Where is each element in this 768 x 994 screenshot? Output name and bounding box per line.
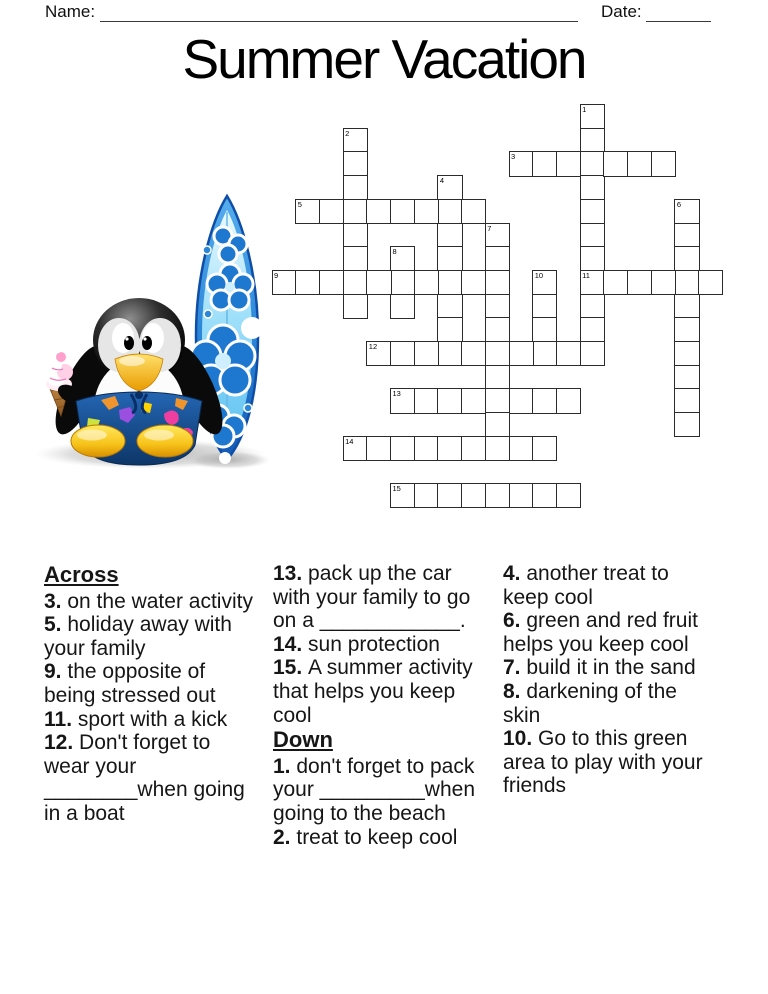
grid-cell[interactable]	[674, 365, 699, 390]
grid-cell[interactable]	[580, 151, 605, 176]
clue-3: 3. on the water activity	[44, 589, 253, 613]
clue-number: 1.	[273, 754, 297, 778]
grid-cell-number: 5	[297, 199, 302, 209]
grid-cell-number: 1	[582, 105, 587, 114]
grid-cell[interactable]	[461, 341, 486, 366]
grid-cell[interactable]	[627, 151, 652, 176]
grid-cell[interactable]	[319, 199, 344, 224]
clue-12: 12. Don't forget to wear your ________when going in a boat	[44, 731, 245, 825]
clue-14: 14. sun protection	[273, 632, 440, 656]
grid-cell-number: 9	[274, 270, 279, 280]
grid-cell[interactable]	[461, 388, 486, 413]
clue-number: 12.	[44, 731, 80, 755]
grid-cell[interactable]	[556, 483, 581, 508]
clue-number: 15.	[273, 656, 309, 680]
grid-cell[interactable]	[414, 483, 439, 508]
grid-cell[interactable]	[390, 270, 415, 295]
grid-cell[interactable]	[674, 412, 699, 437]
grid-cell[interactable]	[437, 175, 462, 200]
grid-cell[interactable]	[390, 199, 415, 224]
grid-cell[interactable]	[485, 270, 510, 295]
grid-cell[interactable]	[580, 175, 605, 200]
grid-cell[interactable]	[651, 270, 676, 295]
grid-cell-number: 14	[345, 436, 354, 446]
grid-cell[interactable]	[580, 341, 605, 366]
grid-cell[interactable]	[319, 270, 344, 295]
grid-cell-number: 7	[487, 223, 492, 233]
date-label: Date:	[601, 2, 642, 21]
grid-cell[interactable]	[414, 199, 439, 224]
grid-cell[interactable]	[627, 270, 652, 295]
grid-cell[interactable]	[580, 317, 605, 342]
grid-cell[interactable]	[485, 483, 510, 508]
grid-cell[interactable]	[532, 436, 557, 461]
clue-number: 4.	[503, 562, 527, 585]
grid-cell-number: 6	[676, 199, 682, 209]
grid-cell[interactable]	[580, 246, 605, 271]
grid-cell[interactable]	[485, 436, 510, 461]
grid-cell[interactable]	[437, 483, 462, 508]
grid-cell-number: 3	[511, 152, 516, 162]
grid-cell[interactable]	[366, 436, 391, 461]
clue-8: 8. darkening of the skin	[503, 679, 677, 727]
clues-heading-across: Across	[44, 562, 119, 587]
grid-cell-number: 11	[582, 270, 590, 280]
grid-cell[interactable]	[390, 483, 415, 508]
grid-cell-number: 15	[392, 484, 401, 494]
grid-cell-number: 2	[345, 128, 350, 138]
grid-cell[interactable]	[437, 270, 462, 295]
grid-cell[interactable]	[390, 388, 415, 413]
grid-cell[interactable]	[509, 151, 534, 176]
grid-cell[interactable]	[461, 270, 486, 295]
grid-cell[interactable]	[343, 199, 368, 224]
grid-cell[interactable]	[509, 341, 534, 366]
grid-cell-number: 13	[392, 389, 401, 399]
grid-cell[interactable]	[532, 341, 557, 366]
clue-6: 6. green and red fruit helps you keep cool	[503, 609, 698, 656]
grid-cell-number: 12	[368, 342, 378, 351]
grid-cell[interactable]	[509, 388, 534, 413]
clue-number: 9.	[44, 660, 68, 684]
grid-cell[interactable]	[390, 436, 415, 461]
grid-cell[interactable]	[343, 175, 368, 200]
grid-cell[interactable]	[674, 317, 699, 342]
clues-column-2	[273, 562, 479, 849]
grid-cell[interactable]	[437, 317, 462, 342]
grid-cell[interactable]	[343, 270, 368, 295]
clue-4: 4. another treat to keep cool	[503, 562, 669, 609]
grid-cell[interactable]	[674, 270, 699, 295]
clue-2: 2. treat to keep cool	[273, 825, 458, 849]
grid-cell[interactable]	[532, 294, 557, 319]
clue-15: 15. A summer activity that helps you keep cool	[273, 656, 473, 727]
grid-cell[interactable]	[366, 341, 391, 366]
grid-cell[interactable]	[414, 388, 439, 413]
grid-cell[interactable]	[437, 223, 462, 248]
grid-cell[interactable]	[343, 436, 368, 461]
grid-cell[interactable]	[674, 388, 699, 413]
grid-cell[interactable]	[532, 151, 557, 176]
grid-cell[interactable]	[343, 128, 368, 153]
grid-cell[interactable]	[674, 223, 699, 248]
page-title: Summer Vacation	[182, 28, 586, 90]
clue-number: 2.	[273, 825, 297, 849]
grid-cell-number: 4	[439, 176, 445, 186]
grid-cell[interactable]	[556, 151, 581, 176]
grid-cell[interactable]	[390, 341, 415, 366]
grid-cell[interactable]	[437, 388, 462, 413]
grid-cell-number: 10	[534, 270, 544, 280]
clue-10: 10. Go to this green area to play with your friends	[503, 727, 703, 798]
name-label: Name:	[45, 2, 96, 21]
grid-cell[interactable]	[437, 246, 462, 271]
grid-cell[interactable]	[532, 317, 557, 342]
grid-cell[interactable]	[485, 223, 510, 248]
grid-cell[interactable]	[485, 412, 510, 437]
clue-7: 7. build it in the sand	[503, 656, 696, 680]
grid-cell[interactable]	[343, 223, 368, 248]
grid-cell[interactable]	[580, 270, 605, 295]
clue-number: 3.	[44, 589, 68, 613]
grid-cell[interactable]	[485, 246, 510, 271]
clues-heading-down: Down	[273, 727, 333, 753]
grid-cell[interactable]	[366, 270, 391, 295]
grid-cell[interactable]	[343, 294, 368, 319]
grid-cell[interactable]	[272, 270, 297, 295]
clue-11: 11. sport with a kick	[44, 707, 228, 731]
grid-cell[interactable]	[343, 151, 368, 176]
grid-cell[interactable]	[414, 270, 439, 295]
grid-cell[interactable]	[295, 270, 320, 295]
grid-cell[interactable]	[414, 436, 439, 461]
grid-cell[interactable]	[532, 270, 557, 295]
clues-column-3	[503, 562, 713, 798]
grid-cell[interactable]	[437, 199, 462, 224]
grid-cell[interactable]	[580, 294, 605, 319]
grid-cell[interactable]	[580, 199, 605, 224]
clue-number: 10.	[503, 727, 539, 751]
clue-number: 11.	[44, 707, 78, 731]
clue-number: 5.	[44, 613, 68, 637]
grid-cell[interactable]	[390, 246, 415, 271]
clue-5: 5. holiday away with your family	[44, 613, 232, 660]
clue-number: 7.	[503, 656, 527, 680]
clue-13: 13. pack up the car with your family to go on a ____________.	[273, 562, 471, 633]
grid-cell[interactable]	[485, 294, 510, 319]
clue-9: 9. the opposite of being stressed out	[44, 660, 216, 707]
grid-cell[interactable]	[674, 199, 699, 224]
grid-cell[interactable]	[532, 483, 557, 508]
grid-cell[interactable]	[674, 341, 699, 366]
grid-cell[interactable]	[532, 388, 557, 413]
grid-cell[interactable]	[674, 246, 699, 271]
clue-number: 13.	[273, 562, 309, 585]
clue-1: 1. don't forget to pack your _________when going to the beach	[273, 754, 476, 825]
grid-cell[interactable]	[509, 483, 534, 508]
grid-cell[interactable]	[603, 151, 628, 176]
grid-cell[interactable]	[580, 223, 605, 248]
grid-cell[interactable]	[485, 317, 510, 342]
clue-number: 14.	[273, 632, 309, 656]
grid-cell[interactable]	[580, 104, 605, 129]
grid-cell[interactable]	[698, 270, 723, 295]
grid-cell[interactable]	[390, 294, 415, 319]
grid-cell[interactable]	[556, 388, 581, 413]
grid-cell[interactable]	[461, 436, 486, 461]
grid-cell[interactable]	[674, 294, 699, 319]
grid-cell[interactable]	[366, 199, 391, 224]
grid-cell[interactable]	[414, 341, 439, 366]
clue-number: 6.	[503, 609, 527, 633]
grid-cell[interactable]	[556, 341, 581, 366]
grid-cell[interactable]	[603, 270, 628, 295]
clues-column-1	[44, 562, 258, 826]
grid-cell[interactable]	[437, 341, 462, 366]
grid-cell[interactable]	[437, 294, 462, 319]
grid-cell[interactable]	[485, 341, 510, 366]
grid-cell[interactable]	[461, 483, 486, 508]
grid-cell[interactable]	[509, 436, 534, 461]
grid-cell[interactable]	[580, 128, 605, 153]
grid-cell-number: 8	[392, 247, 397, 257]
grid-cell[interactable]	[437, 436, 462, 461]
grid-cell[interactable]	[485, 365, 510, 390]
clue-number: 8.	[503, 679, 527, 703]
grid-cell[interactable]	[343, 246, 368, 271]
grid-cell[interactable]	[651, 151, 676, 176]
grid-cell[interactable]	[295, 199, 320, 224]
grid-cell[interactable]	[485, 388, 510, 413]
grid-cell[interactable]	[461, 199, 486, 224]
